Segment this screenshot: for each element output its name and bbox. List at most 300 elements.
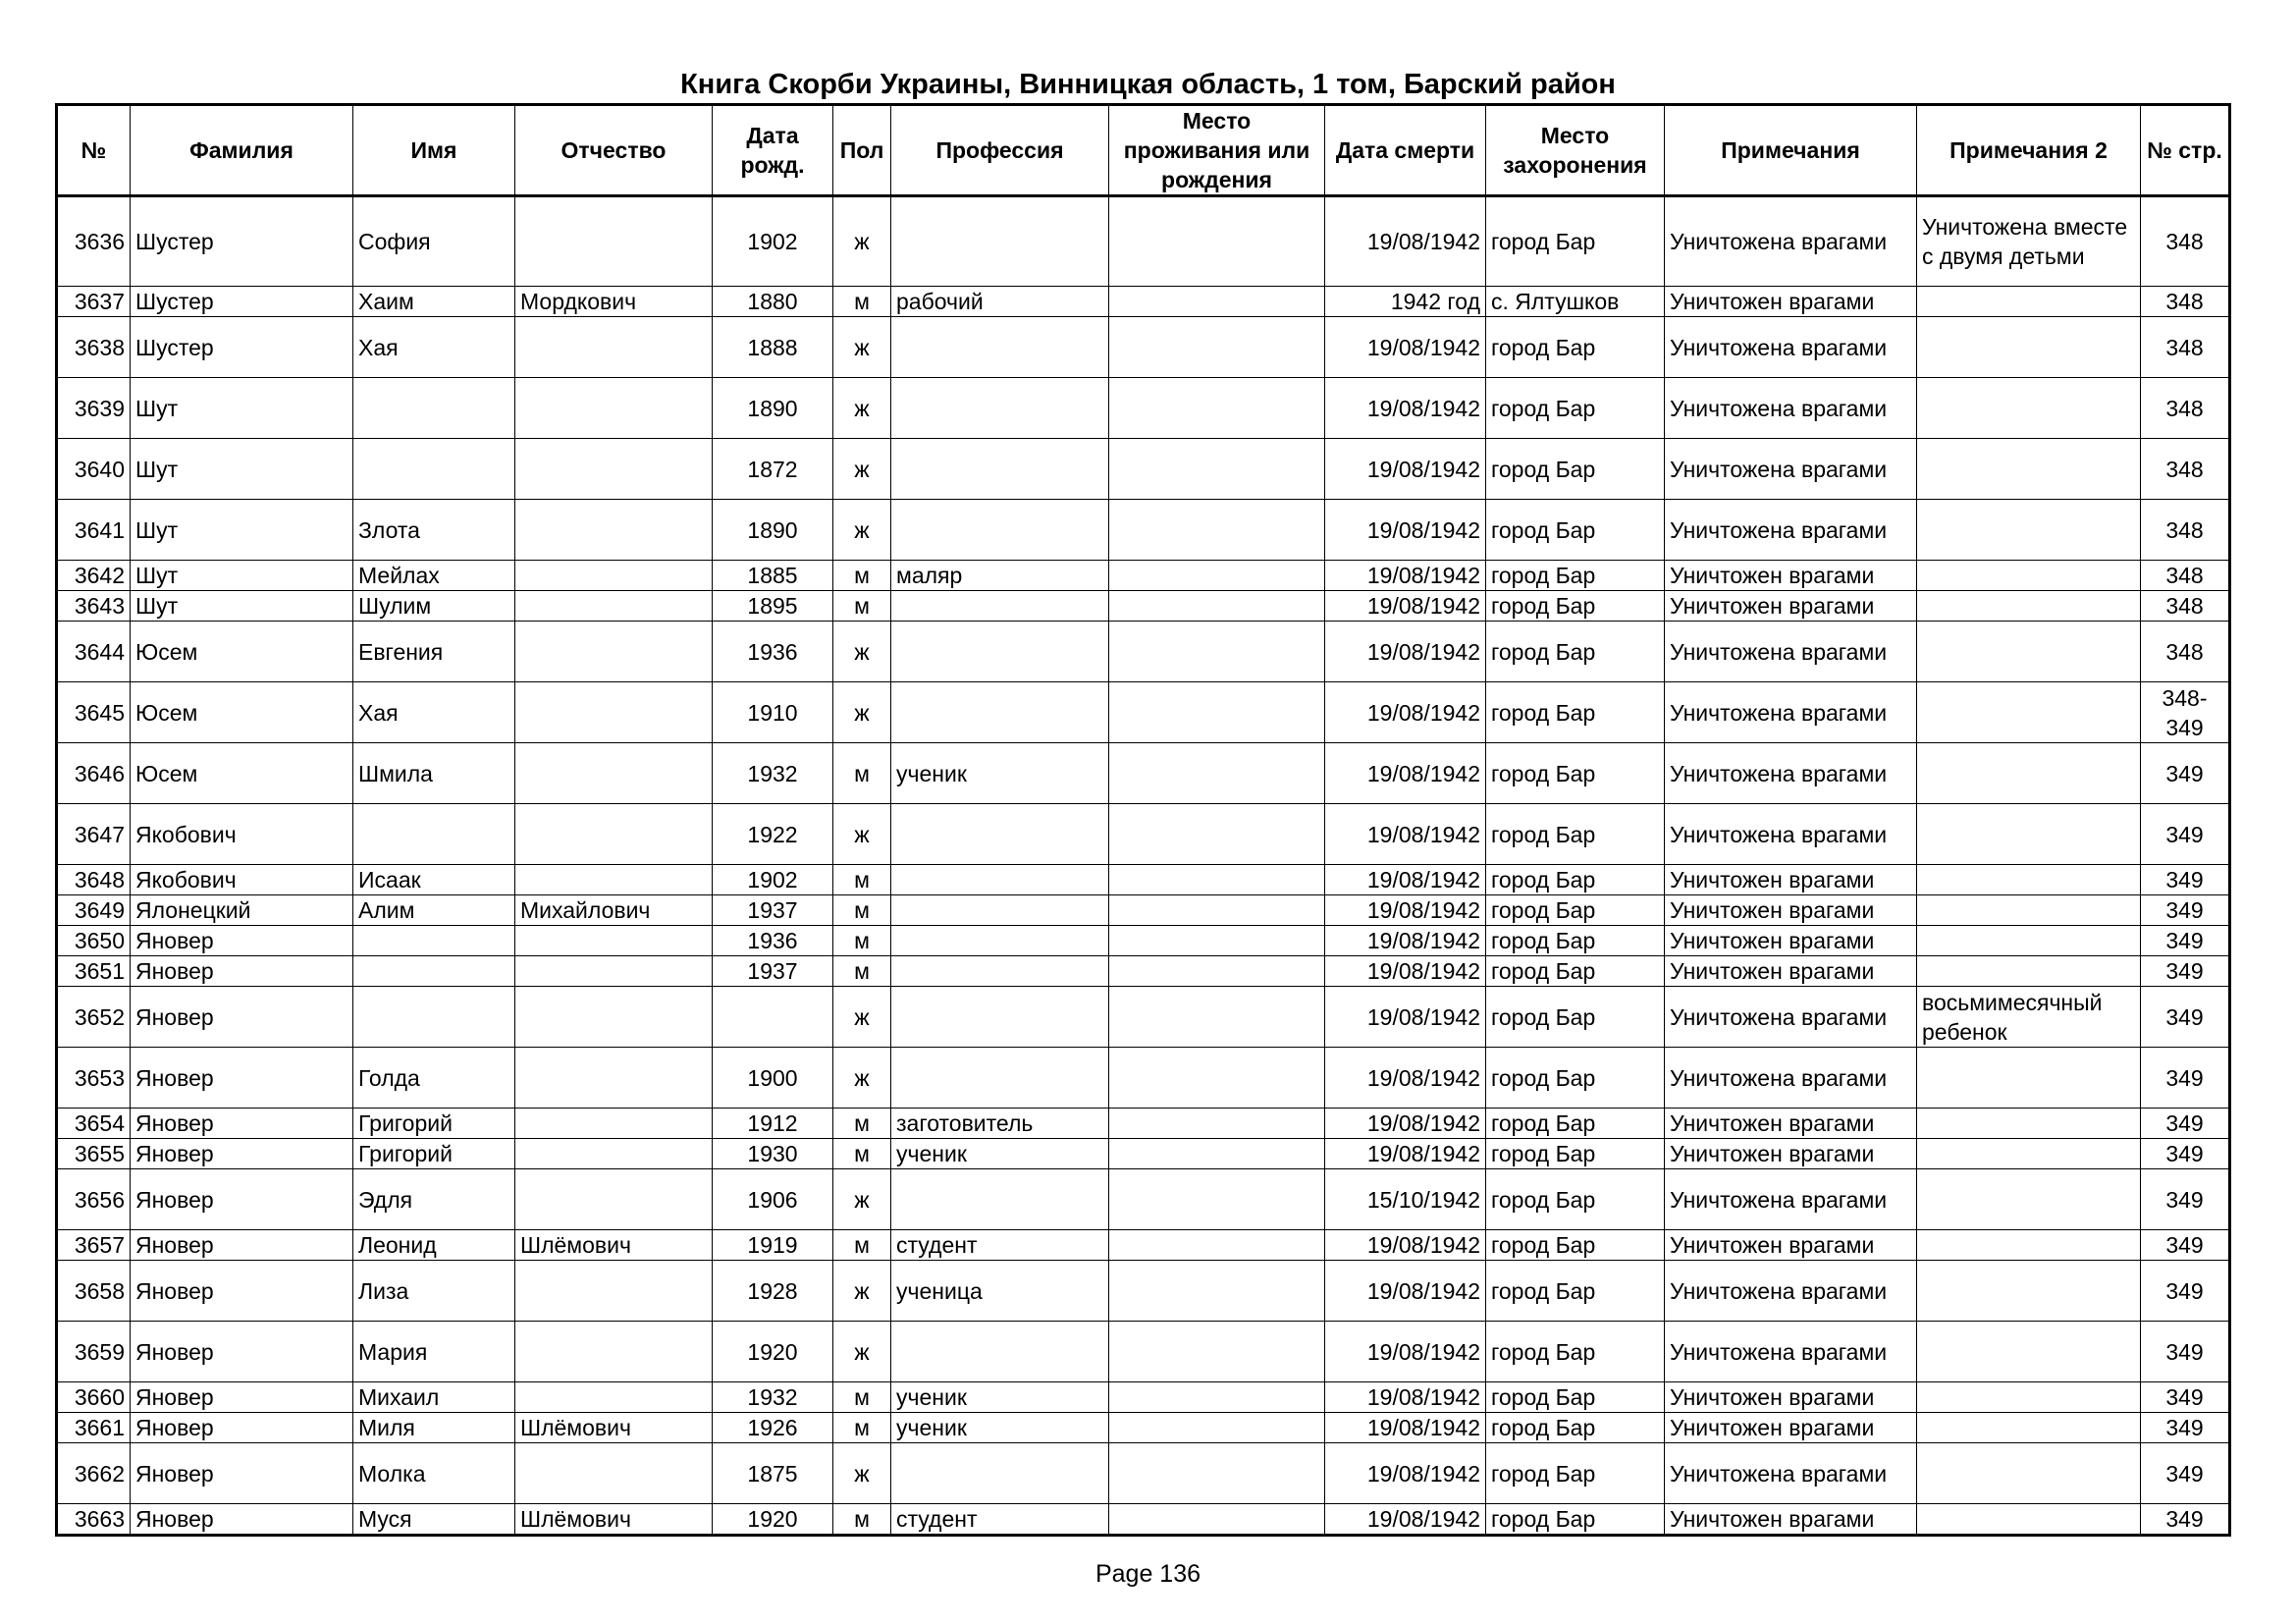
cell-no: 3657 bbox=[57, 1230, 131, 1261]
cell-surname: Шут bbox=[131, 561, 353, 591]
column-header-sex: Пол bbox=[833, 105, 891, 196]
cell-birth: 1912 bbox=[713, 1109, 833, 1139]
cell-page: 348 bbox=[2141, 500, 2230, 561]
cell-burial: город Бар bbox=[1486, 1169, 1665, 1230]
cell-notes2 bbox=[1917, 956, 2141, 987]
cell-name: Хая bbox=[353, 317, 515, 378]
cell-residence bbox=[1109, 987, 1325, 1048]
cell-surname: Яновер bbox=[131, 1109, 353, 1139]
cell-notes2 bbox=[1917, 1048, 2141, 1109]
cell-burial: город Бар bbox=[1486, 317, 1665, 378]
cell-sex: ж bbox=[833, 804, 891, 865]
cell-page: 348 bbox=[2141, 439, 2230, 500]
cell-patronymic: Шлёмович bbox=[515, 1504, 713, 1536]
cell-notes: Уничтожен врагами bbox=[1665, 1139, 1917, 1169]
cell-death: 19/08/1942 bbox=[1325, 561, 1486, 591]
cell-burial: город Бар bbox=[1486, 1443, 1665, 1504]
cell-page: 349 bbox=[2141, 956, 2230, 987]
cell-patronymic bbox=[515, 1443, 713, 1504]
cell-surname: Якобович bbox=[131, 865, 353, 895]
cell-residence bbox=[1109, 926, 1325, 956]
cell-notes: Уничтожен врагами bbox=[1665, 591, 1917, 622]
cell-notes: Уничтожен врагами bbox=[1665, 1504, 1917, 1536]
cell-death: 19/08/1942 bbox=[1325, 1413, 1486, 1443]
cell-profession bbox=[891, 804, 1109, 865]
cell-no: 3641 bbox=[57, 500, 131, 561]
cell-no: 3654 bbox=[57, 1109, 131, 1139]
cell-profession bbox=[891, 1322, 1109, 1382]
cell-death: 19/08/1942 bbox=[1325, 865, 1486, 895]
cell-notes2: восьмимесячный ребенок bbox=[1917, 987, 2141, 1048]
cell-residence bbox=[1109, 956, 1325, 987]
column-header-burial: Место захоронения bbox=[1486, 105, 1665, 196]
table-row bbox=[57, 926, 2230, 956]
cell-death: 19/08/1942 bbox=[1325, 1443, 1486, 1504]
cell-patronymic bbox=[515, 1109, 713, 1139]
cell-burial: город Бар bbox=[1486, 804, 1665, 865]
cell-page: 348 bbox=[2141, 591, 2230, 622]
cell-burial: город Бар bbox=[1486, 500, 1665, 561]
cell-no: 3650 bbox=[57, 926, 131, 956]
cell-surname: Шут bbox=[131, 439, 353, 500]
cell-surname: Яновер bbox=[131, 1261, 353, 1322]
column-header-page: № стр. bbox=[2141, 105, 2230, 196]
cell-name: Григорий bbox=[353, 1109, 515, 1139]
cell-surname: Шустер bbox=[131, 317, 353, 378]
cell-notes: Уничтожена врагами bbox=[1665, 743, 1917, 804]
cell-notes: Уничтожена врагами bbox=[1665, 1261, 1917, 1322]
cell-profession bbox=[891, 378, 1109, 439]
cell-burial: город Бар bbox=[1486, 1413, 1665, 1443]
cell-death: 15/10/1942 bbox=[1325, 1169, 1486, 1230]
cell-death: 19/08/1942 bbox=[1325, 1322, 1486, 1382]
cell-notes2 bbox=[1917, 1139, 2141, 1169]
table-row bbox=[57, 287, 2230, 317]
cell-notes: Уничтожена врагами bbox=[1665, 196, 1917, 287]
cell-notes: Уничтожен врагами bbox=[1665, 1230, 1917, 1261]
cell-burial: город Бар bbox=[1486, 378, 1665, 439]
cell-page: 348 bbox=[2141, 287, 2230, 317]
column-header-residence: Место проживания или рождения bbox=[1109, 105, 1325, 196]
cell-death: 19/08/1942 bbox=[1325, 804, 1486, 865]
cell-sex: ж bbox=[833, 1322, 891, 1382]
cell-patronymic: Шлёмович bbox=[515, 1230, 713, 1261]
table-row bbox=[57, 1504, 2230, 1536]
cell-burial: город Бар bbox=[1486, 561, 1665, 591]
cell-notes: Уничтожена врагами bbox=[1665, 1169, 1917, 1230]
cell-notes2 bbox=[1917, 500, 2141, 561]
table-row bbox=[57, 1048, 2230, 1109]
cell-death: 19/08/1942 bbox=[1325, 1261, 1486, 1322]
cell-name: Михаил bbox=[353, 1382, 515, 1413]
cell-residence bbox=[1109, 1322, 1325, 1382]
cell-notes: Уничтожена врагами bbox=[1665, 317, 1917, 378]
cell-death: 19/08/1942 bbox=[1325, 1139, 1486, 1169]
cell-name bbox=[353, 987, 515, 1048]
cell-birth: 1902 bbox=[713, 865, 833, 895]
cell-birth: 1890 bbox=[713, 500, 833, 561]
cell-profession: ученик bbox=[891, 1382, 1109, 1413]
column-header-notes: Примечания bbox=[1665, 105, 1917, 196]
cell-notes2 bbox=[1917, 1504, 2141, 1536]
cell-burial: город Бар bbox=[1486, 926, 1665, 956]
cell-no: 3644 bbox=[57, 622, 131, 682]
cell-sex: м bbox=[833, 561, 891, 591]
cell-residence bbox=[1109, 591, 1325, 622]
cell-sex: м bbox=[833, 1109, 891, 1139]
cell-patronymic bbox=[515, 1322, 713, 1382]
cell-profession: студент bbox=[891, 1504, 1109, 1536]
cell-sex: ж bbox=[833, 1443, 891, 1504]
cell-profession: рабочий bbox=[891, 287, 1109, 317]
cell-notes: Уничтожена врагами bbox=[1665, 987, 1917, 1048]
cell-birth: 1919 bbox=[713, 1230, 833, 1261]
cell-sex: м bbox=[833, 865, 891, 895]
cell-name bbox=[353, 926, 515, 956]
cell-patronymic bbox=[515, 804, 713, 865]
cell-profession bbox=[891, 682, 1109, 743]
cell-no: 3661 bbox=[57, 1413, 131, 1443]
cell-patronymic bbox=[515, 987, 713, 1048]
cell-notes: Уничтожена врагами bbox=[1665, 804, 1917, 865]
cell-name: Муся bbox=[353, 1504, 515, 1536]
cell-notes2 bbox=[1917, 804, 2141, 865]
table-row bbox=[57, 1322, 2230, 1382]
cell-residence bbox=[1109, 317, 1325, 378]
cell-death: 19/08/1942 bbox=[1325, 1230, 1486, 1261]
cell-surname: Яновер bbox=[131, 1382, 353, 1413]
cell-name: София bbox=[353, 196, 515, 287]
cell-profession bbox=[891, 956, 1109, 987]
table-row bbox=[57, 439, 2230, 500]
cell-patronymic bbox=[515, 1139, 713, 1169]
cell-page: 349 bbox=[2141, 1048, 2230, 1109]
cell-birth: 1937 bbox=[713, 895, 833, 926]
cell-profession bbox=[891, 926, 1109, 956]
cell-notes2 bbox=[1917, 561, 2141, 591]
cell-notes2 bbox=[1917, 743, 2141, 804]
cell-page: 349 bbox=[2141, 1261, 2230, 1322]
cell-residence bbox=[1109, 561, 1325, 591]
cell-notes: Уничтожена врагами bbox=[1665, 622, 1917, 682]
cell-residence bbox=[1109, 682, 1325, 743]
cell-burial: с. Ялтушков bbox=[1486, 287, 1665, 317]
table-row bbox=[57, 1109, 2230, 1139]
cell-page: 349 bbox=[2141, 1230, 2230, 1261]
cell-profession bbox=[891, 317, 1109, 378]
cell-notes: Уничтожена врагами bbox=[1665, 1048, 1917, 1109]
cell-burial: город Бар bbox=[1486, 1322, 1665, 1382]
cell-residence bbox=[1109, 1413, 1325, 1443]
cell-page: 349 bbox=[2141, 743, 2230, 804]
cell-birth: 1930 bbox=[713, 1139, 833, 1169]
cell-residence bbox=[1109, 1230, 1325, 1261]
cell-patronymic bbox=[515, 1261, 713, 1322]
cell-birth: 1890 bbox=[713, 378, 833, 439]
cell-page: 349 bbox=[2141, 865, 2230, 895]
table-row bbox=[57, 865, 2230, 895]
table-row bbox=[57, 1382, 2230, 1413]
cell-sex: ж bbox=[833, 500, 891, 561]
cell-patronymic bbox=[515, 682, 713, 743]
column-header-profession: Профессия bbox=[891, 105, 1109, 196]
cell-surname: Ялонецкий bbox=[131, 895, 353, 926]
cell-patronymic bbox=[515, 1048, 713, 1109]
cell-sex: ж bbox=[833, 378, 891, 439]
cell-no: 3647 bbox=[57, 804, 131, 865]
cell-no: 3652 bbox=[57, 987, 131, 1048]
cell-page: 348 bbox=[2141, 622, 2230, 682]
cell-page: 348 bbox=[2141, 561, 2230, 591]
cell-notes2 bbox=[1917, 591, 2141, 622]
cell-notes: Уничтожен врагами bbox=[1665, 561, 1917, 591]
cell-residence bbox=[1109, 895, 1325, 926]
cell-name: Исаак bbox=[353, 865, 515, 895]
cell-patronymic bbox=[515, 1382, 713, 1413]
header-row bbox=[57, 105, 2230, 196]
cell-residence bbox=[1109, 196, 1325, 287]
cell-sex: м bbox=[833, 956, 891, 987]
cell-death: 19/08/1942 bbox=[1325, 1504, 1486, 1536]
cell-birth: 1902 bbox=[713, 196, 833, 287]
cell-no: 3659 bbox=[57, 1322, 131, 1382]
cell-name: Мейлах bbox=[353, 561, 515, 591]
column-header-birth: Дата рожд. bbox=[713, 105, 833, 196]
table-row bbox=[57, 1443, 2230, 1504]
cell-notes2 bbox=[1917, 1413, 2141, 1443]
cell-birth: 1900 bbox=[713, 1048, 833, 1109]
cell-birth: 1875 bbox=[713, 1443, 833, 1504]
cell-birth: 1936 bbox=[713, 622, 833, 682]
cell-residence bbox=[1109, 1109, 1325, 1139]
column-header-no: № bbox=[57, 105, 131, 196]
column-header-name: Имя bbox=[353, 105, 515, 196]
cell-birth bbox=[713, 987, 833, 1048]
cell-notes2 bbox=[1917, 1443, 2141, 1504]
table-header bbox=[57, 105, 2230, 196]
cell-notes: Уничтожен врагами bbox=[1665, 956, 1917, 987]
cell-death: 19/08/1942 bbox=[1325, 926, 1486, 956]
cell-name: Мария bbox=[353, 1322, 515, 1382]
cell-birth: 1926 bbox=[713, 1413, 833, 1443]
cell-death: 19/08/1942 bbox=[1325, 1109, 1486, 1139]
cell-notes: Уничтожена врагами bbox=[1665, 1443, 1917, 1504]
cell-name bbox=[353, 378, 515, 439]
cell-burial: город Бар bbox=[1486, 987, 1665, 1048]
cell-birth: 1895 bbox=[713, 591, 833, 622]
cell-notes: Уничтожен врагами bbox=[1665, 1413, 1917, 1443]
cell-surname: Юсем bbox=[131, 622, 353, 682]
cell-notes2 bbox=[1917, 1230, 2141, 1261]
cell-profession bbox=[891, 1443, 1109, 1504]
cell-page: 349 bbox=[2141, 1382, 2230, 1413]
cell-profession bbox=[891, 196, 1109, 287]
cell-burial: город Бар bbox=[1486, 196, 1665, 287]
cell-page: 349 bbox=[2141, 987, 2230, 1048]
cell-sex: ж bbox=[833, 987, 891, 1048]
cell-notes2 bbox=[1917, 317, 2141, 378]
cell-patronymic bbox=[515, 561, 713, 591]
cell-page: 349 bbox=[2141, 1413, 2230, 1443]
cell-profession bbox=[891, 987, 1109, 1048]
cell-residence bbox=[1109, 1443, 1325, 1504]
cell-no: 3656 bbox=[57, 1169, 131, 1230]
cell-page: 348 bbox=[2141, 378, 2230, 439]
cell-no: 3662 bbox=[57, 1443, 131, 1504]
table-row bbox=[57, 500, 2230, 561]
cell-birth: 1885 bbox=[713, 561, 833, 591]
cell-name: Миля bbox=[353, 1413, 515, 1443]
table-row bbox=[57, 804, 2230, 865]
cell-surname: Яновер bbox=[131, 987, 353, 1048]
cell-residence bbox=[1109, 743, 1325, 804]
cell-sex: м bbox=[833, 591, 891, 622]
cell-profession: ученик bbox=[891, 1413, 1109, 1443]
cell-sex: ж bbox=[833, 682, 891, 743]
cell-page: 348 bbox=[2141, 317, 2230, 378]
cell-birth: 1922 bbox=[713, 804, 833, 865]
cell-name: Алим bbox=[353, 895, 515, 926]
cell-profession bbox=[891, 591, 1109, 622]
table-row bbox=[57, 956, 2230, 987]
cell-no: 3655 bbox=[57, 1139, 131, 1169]
cell-burial: город Бар bbox=[1486, 1048, 1665, 1109]
cell-no: 3663 bbox=[57, 1504, 131, 1536]
cell-page: 349 bbox=[2141, 804, 2230, 865]
cell-patronymic: Мордкович bbox=[515, 287, 713, 317]
cell-patronymic bbox=[515, 317, 713, 378]
cell-name bbox=[353, 804, 515, 865]
cell-sex: м bbox=[833, 287, 891, 317]
cell-notes: Уничтожена врагами bbox=[1665, 378, 1917, 439]
cell-patronymic bbox=[515, 439, 713, 500]
cell-surname: Яновер bbox=[131, 1504, 353, 1536]
cell-burial: город Бар bbox=[1486, 682, 1665, 743]
page-title: Книга Скорби Украины, Винницкая область, 1 том, Барский район bbox=[680, 69, 1616, 100]
cell-surname: Яновер bbox=[131, 926, 353, 956]
cell-no: 3646 bbox=[57, 743, 131, 804]
cell-name: Злота bbox=[353, 500, 515, 561]
cell-no: 3660 bbox=[57, 1382, 131, 1413]
cell-surname: Шут bbox=[131, 378, 353, 439]
cell-profession bbox=[891, 1169, 1109, 1230]
cell-notes2 bbox=[1917, 622, 2141, 682]
cell-profession: студент bbox=[891, 1230, 1109, 1261]
cell-surname: Яновер bbox=[131, 1443, 353, 1504]
cell-residence bbox=[1109, 287, 1325, 317]
cell-residence bbox=[1109, 1139, 1325, 1169]
cell-notes: Уничтожена врагами bbox=[1665, 500, 1917, 561]
cell-page: 349 bbox=[2141, 1322, 2230, 1382]
table-row bbox=[57, 987, 2230, 1048]
cell-death: 19/08/1942 bbox=[1325, 196, 1486, 287]
cell-residence bbox=[1109, 1261, 1325, 1322]
cell-name: Молка bbox=[353, 1443, 515, 1504]
cell-profession bbox=[891, 865, 1109, 895]
cell-surname: Яновер bbox=[131, 1169, 353, 1230]
cell-burial: город Бар bbox=[1486, 1109, 1665, 1139]
cell-patronymic bbox=[515, 591, 713, 622]
cell-notes2 bbox=[1917, 682, 2141, 743]
cell-birth: 1920 bbox=[713, 1322, 833, 1382]
cell-profession: заготовитель bbox=[891, 1109, 1109, 1139]
cell-sex: м bbox=[833, 743, 891, 804]
cell-death: 19/08/1942 bbox=[1325, 1048, 1486, 1109]
cell-profession: ученик bbox=[891, 1139, 1109, 1169]
cell-surname: Шут bbox=[131, 500, 353, 561]
cell-patronymic bbox=[515, 378, 713, 439]
cell-residence bbox=[1109, 439, 1325, 500]
cell-page: 349 bbox=[2141, 895, 2230, 926]
column-header-death: Дата смерти bbox=[1325, 105, 1486, 196]
table-row bbox=[57, 1169, 2230, 1230]
cell-death: 19/08/1942 bbox=[1325, 317, 1486, 378]
cell-birth: 1932 bbox=[713, 1382, 833, 1413]
table-row bbox=[57, 561, 2230, 591]
cell-sex: м bbox=[833, 895, 891, 926]
cell-patronymic bbox=[515, 622, 713, 682]
cell-no: 3642 bbox=[57, 561, 131, 591]
cell-name: Леонид bbox=[353, 1230, 515, 1261]
table-row bbox=[57, 1261, 2230, 1322]
cell-residence bbox=[1109, 1048, 1325, 1109]
cell-page: 348 bbox=[2141, 196, 2230, 287]
cell-page: 349 bbox=[2141, 926, 2230, 956]
cell-patronymic bbox=[515, 865, 713, 895]
cell-patronymic bbox=[515, 926, 713, 956]
cell-notes2 bbox=[1917, 1261, 2141, 1322]
cell-notes: Уничтожен врагами bbox=[1665, 1109, 1917, 1139]
table-row bbox=[57, 743, 2230, 804]
cell-sex: м bbox=[833, 1413, 891, 1443]
cell-surname: Юсем bbox=[131, 682, 353, 743]
cell-name bbox=[353, 439, 515, 500]
cell-profession bbox=[891, 500, 1109, 561]
cell-notes2 bbox=[1917, 439, 2141, 500]
cell-death: 19/08/1942 bbox=[1325, 682, 1486, 743]
table-row bbox=[57, 196, 2230, 287]
cell-death: 19/08/1942 bbox=[1325, 378, 1486, 439]
cell-death: 19/08/1942 bbox=[1325, 956, 1486, 987]
cell-no: 3648 bbox=[57, 865, 131, 895]
cell-profession: ученица bbox=[891, 1261, 1109, 1322]
cell-name: Голда bbox=[353, 1048, 515, 1109]
cell-name: Лиза bbox=[353, 1261, 515, 1322]
cell-residence bbox=[1109, 804, 1325, 865]
cell-sex: ж bbox=[833, 439, 891, 500]
cell-surname: Якобович bbox=[131, 804, 353, 865]
cell-name: Эдля bbox=[353, 1169, 515, 1230]
cell-no: 3643 bbox=[57, 591, 131, 622]
cell-death: 19/08/1942 bbox=[1325, 622, 1486, 682]
cell-no: 3645 bbox=[57, 682, 131, 743]
cell-surname: Яновер bbox=[131, 1139, 353, 1169]
cell-birth: 1937 bbox=[713, 956, 833, 987]
victims-table bbox=[55, 103, 2231, 1537]
cell-sex: ж bbox=[833, 317, 891, 378]
cell-sex: ж bbox=[833, 622, 891, 682]
cell-burial: город Бар bbox=[1486, 956, 1665, 987]
cell-notes2 bbox=[1917, 1109, 2141, 1139]
cell-burial: город Бар bbox=[1486, 622, 1665, 682]
cell-no: 3636 bbox=[57, 196, 131, 287]
cell-birth: 1872 bbox=[713, 439, 833, 500]
table-row bbox=[57, 1413, 2230, 1443]
cell-sex: м bbox=[833, 1139, 891, 1169]
cell-no: 3640 bbox=[57, 439, 131, 500]
cell-surname: Яновер bbox=[131, 1230, 353, 1261]
cell-surname: Шустер bbox=[131, 196, 353, 287]
